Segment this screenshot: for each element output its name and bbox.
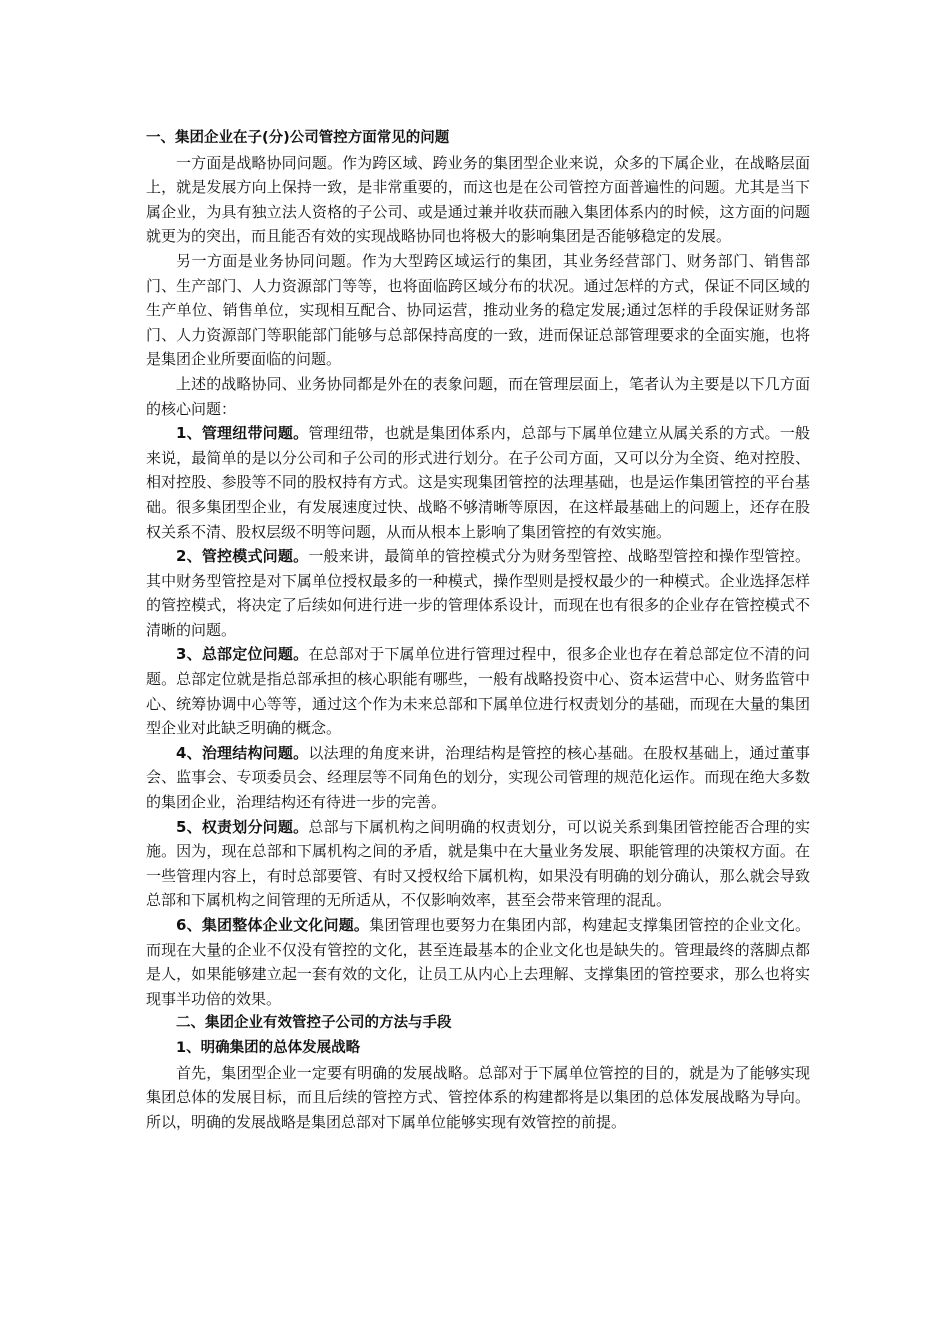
document-body — [146, 126, 810, 1134]
list-item-text: 一般来讲，最简单的管控模式分为财务型管控、战略型管控和操作型管控。其中财务型管控是对下属单位授权最多的一种模式，操作型则是授权最少的一种模式。企业选择怎样的管控模式，将决定了后续如何进行进一步的管理体系设计，而现在也有很多的企业存在管控模式不清晰的问题。 — [146, 547, 810, 639]
list-item-control-mode — [146, 544, 810, 642]
list-item-lead: 5、权责划分问题。 — [176, 817, 309, 836]
list-item-lead: 6、集团整体企业文化问题。 — [176, 916, 370, 934]
list-item-lead: 1、管理纽带问题。 — [176, 424, 309, 443]
list-item-management-link — [146, 421, 810, 544]
list-item-governance — [146, 741, 810, 815]
list-item-text: 在总部对于下属单位进行管理过程中，很多企业也存在着总部定位不清的问题。总部定位就是指总部承担的核心职能有哪些，一般有战略投资中心、资本运营中心、财务监管中心、统筹协调中心等等，通过这个作为未来总部和下属单位进行权责划分的基础，而现在大量的集团型企业对此缺乏明确的概念。 — [146, 645, 810, 738]
paragraph-business-coordination: 另一方面是业务协同问题。作为大型跨区域运行的集团，其业务经营部门、财务部门、销售部门、生产部门、人力资源部门等等，也将面临跨区域分布的状况。通过怎样的方式，保证不同区域的生产单位、销售单位，实现相互配合、协同运营，推动业务的稳定发展;通过怎样的手段保证财务部门、人力资源部门等职能部门能够与总部保持高度的一致，进而保证总部管理要求的全面实施，也将是集团企业所要面临的问题。 — [146, 251, 810, 369]
list-item-lead: 2、管控模式问题。 — [176, 547, 309, 566]
list-item-text: 以法理的角度来讲，治理结构是管控的核心基础。在股权基础上，通过董事会、监事会、专项委员会、经理层等不同角色的划分，实现公司管理的规范化运作。而现在绝大多数的集团企业，治理结构还有待进一步的完善。 — [146, 743, 810, 812]
list-item-lead: 3、总部定位问题。 — [176, 645, 309, 664]
section-2-subheading: 1、明确集团的总体发展战略 — [176, 1039, 361, 1056]
list-item-lead: 4、治理结构问题。 — [176, 743, 309, 762]
list-item-authority-division — [146, 815, 810, 913]
section-2-heading: 二、集团企业有效管控子公司的方法与手段 — [176, 1015, 452, 1032]
paragraph-strategy-coordination: 一方面是战略协同问题。作为跨区域、跨业务的集团型企业来说，众多的下属企业，在战略层面上，就是发展方向上保持一致，是非常重要的，而这也是在公司管控方面普遍性的问题。尤其是当下属企业，为具有独立法人资格的子公司、或是通过兼并收获而融入集团体系内的时候，这方面的问题就更为的突出，而且能否有效的实现战略协同也将极大的影响集团是否能够稳定的发展。 — [146, 153, 810, 246]
list-item-corporate-culture — [146, 913, 810, 1011]
paragraph-development-strategy: 首先，集团型企业一定要有明确的发展战略。总部对于下属单位管控的目的，就是为了能够实现集团总体的发展目标，而且后续的管控方式、管控体系的构建都将是以集团的总体发展战略为导向。所以，明确的发展战略是集团总部对下属单位能够实现有效管控的前提。 — [146, 1063, 810, 1131]
list-item-text: 集团管理也要努力在集团内部，构建起支撑集团管控的企业文化。而现在大量的企业不仅没有管控的文化，甚至连最基本的企业文化也是缺失的。管理最终的落脚点都是人，如果能够建立起一套有效的文化，让员工从内心上去理解、支撑集团的管控要求，那么也将实现事半功倍的效果。 — [146, 916, 810, 1008]
paragraph-core-issues-intro: 上述的战略协同、业务协同都是外在的表象问题，而在管理层面上，笔者认为主要是以下几方面的核心问题： — [146, 374, 810, 418]
section-1-heading: 一、集团企业在子(分)公司管控方面常见的问题 — [146, 130, 450, 146]
list-item-hq-positioning — [146, 642, 810, 740]
list-item-text: 总部与下属机构之间明确的权责划分，可以说关系到集团管控能否合理的实施。因为，现在总部和下属机构之间的矛盾，就是集中在大量业务发展、职能管理的决策权方面。在一些管理内容上，有时总部要管、有时又授权给下属机构，如果没有明确的划分确认，那么就会导致总部和下属机构之间管理的无所适从，不仅影响效率，甚至会带来管理的混乱。 — [146, 817, 810, 910]
list-item-text: 管理纽带，也就是集团体系内，总部与下属单位建立从属关系的方式。一般来说，最简单的是以分公司和子公司的形式进行划分。在子公司方面，又可以分为全资、绝对控股、相对控股、参股等不同的股权持有方式。这是实现集团管控的法理基础，也是运作集团管控的平台基础。很多集团型企业，有发展速度过快、战略不够清晰等原因，在这样最基础上的问题上，还存在股权关系不清、股权层级不明等问题，从而从根本上影响了集团管控的有效实施。 — [146, 424, 810, 541]
